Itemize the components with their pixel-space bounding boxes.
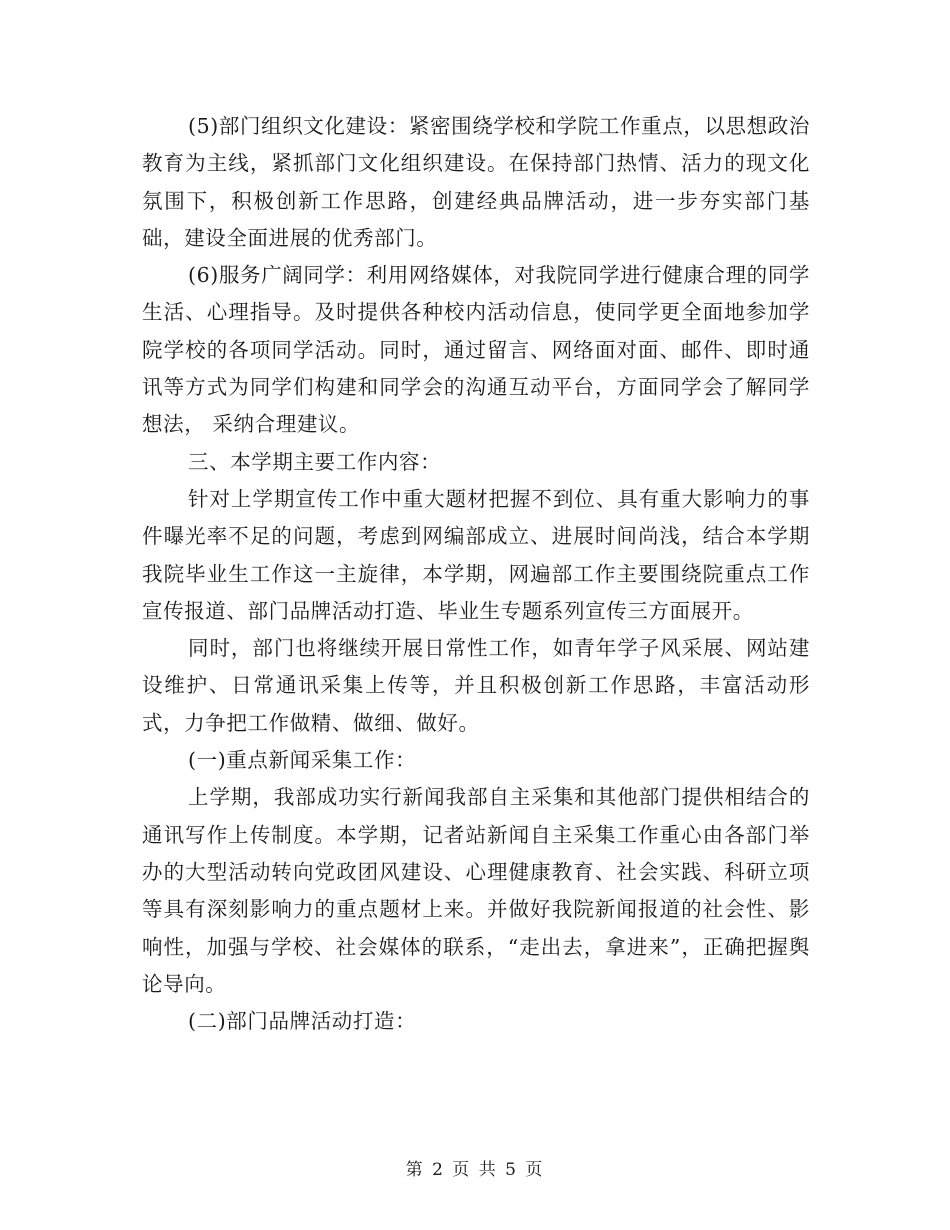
paragraph-work-overview: 针对上学期宣传工作中重大题材把握不到位、具有重大影响力的事件曝光率不足的问题，考虑到网编部成立、进展时间尚浅，结合本学期我院毕业生工作这一主旋律，本学期，网遍部工作主要围绕院重点工作宣传报道、部门品牌活动打造、毕业生专题系列宣传三方面展开。 [142, 486, 810, 623]
heading-main-work: 三、本学期主要工作内容： [188, 449, 442, 474]
document-body [142, 108, 810, 1040]
heading-news-collection: (一)重点新闻采集工作： [188, 748, 417, 773]
paragraph-section-6: (6)服务广阔同学：利用网络媒体，对我院同学进行健康合理的同学生活、心理指导。及时提供各种校内活动信息，使同学更全面地参加学院学校的各项同学活动。同时，通过留言、网络面对面、邮件、即时通讯等方式为同学们构建和同学会的沟通互动平台，方面同学会了解同学想法， 采纳合理建议。 [142, 263, 810, 437]
page-number-footer: 第 2 页 共 5 页 [405, 1160, 545, 1180]
heading-brand-activities: (二)部门品牌活动打造： [188, 1009, 417, 1034]
paragraph-daily-work: 同时，部门也将继续开展日常性工作，如青年学子风采展、网站建设维护、日常通讯采集上传等，并且积极创新工作思路，丰富活动形式，力争把工作做精、做细、做好。 [142, 636, 810, 735]
paragraph-section-5: (5)部门组织文化建设：紧密围绕学校和学院工作重点，以思想政治教育为主线，紧抓部门文化组织建设。在保持部门热情、活力的现文化氛围下，积极创新工作思路，创建经典品牌活动，进一步夯实部门基础，建设全面进展的优秀部门。 [142, 114, 810, 250]
paragraph-news-collection: 上学期，我部成功实行新闻我部自主采集和其他部门提供相结合的通讯写作上传制度。本学期，记者站新闻自主采集工作重心由各部门举办的大型活动转向党政团风建设、心理健康教育、社会实践、科研立项等具有深刻影响力的重点题材上来。并做好我院新闻报道的社会性、影响性，加强与学校、社会媒体的联系，“走出去，拿进来”，正确把握舆论导向。 [142, 785, 810, 996]
